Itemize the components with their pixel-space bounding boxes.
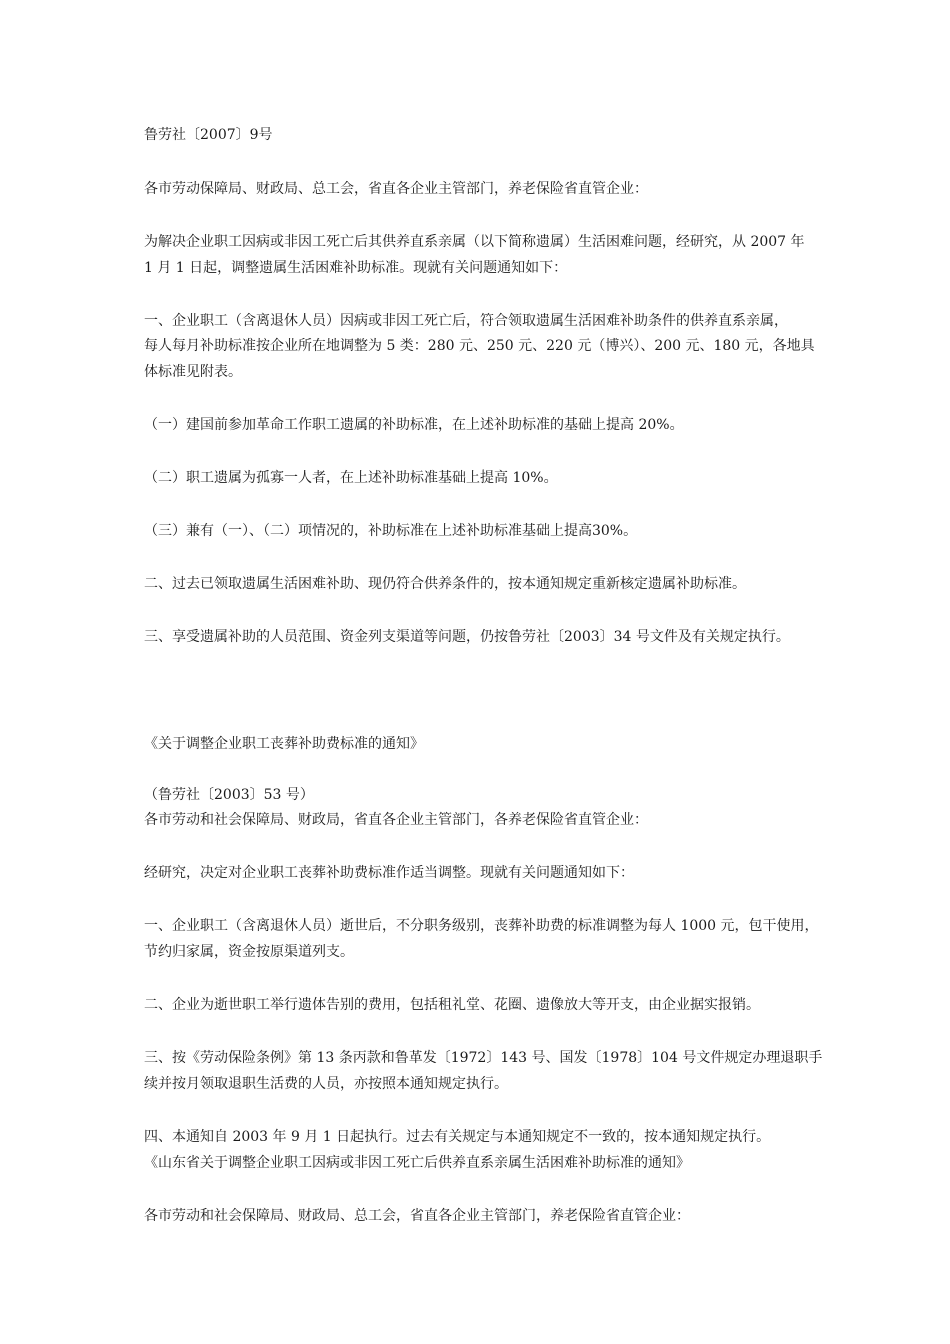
notice2-item4: 四、本通知自 2003 年 9 月 1 日起执行。过去有关规定与本通知规定不一致的，按本通知规定执行。	[144, 1129, 771, 1145]
notice2-item3-line-1: 三、按《劳动保险条例》第 13 条丙款和鲁革发〔1972〕143 号、国发〔1978〕104 号文件规定办理退职手	[144, 1050, 823, 1066]
notice2-doc-number: （鲁劳社〔2003〕53 号）	[144, 787, 314, 803]
notice3-addressee: 各市劳动和社会保障局、财政局、总工会，省直各企业主管部门，养老保险省直管企业：	[144, 1208, 690, 1224]
notice2-item1-line-1: 一、企业职工（含离退休人员）逝世后，不分职务级别，丧葬补助费的标准调整为每人 1000 元，包干使用，	[144, 918, 819, 934]
item1-line-3: 体标准见附表。	[144, 364, 242, 380]
notice2-item1-line-2: 节约归家属，资金按原渠道列支。	[144, 944, 354, 960]
notice2-item2: 二、企业为逝世职工举行遗体告别的费用，包括租礼堂、花圈、遗像放大等开支，由企业据实报销。	[144, 997, 760, 1013]
notice2-intro: 经研究，决定对企业职工丧葬补助费标准作适当调整。现就有关问题通知如下：	[144, 865, 634, 881]
intro-line-2: 1 月 1 日起，调整遗属生活困难补助标准。现就有关问题通知如下：	[144, 260, 568, 276]
notice2-addressee: 各市劳动和社会保障局、财政局，省直各企业主管部门，各养老保险省直管企业：	[144, 812, 648, 828]
sub-item-1: （一）建国前参加革命工作职工遗属的补助标准，在上述补助标准的基础上提高 20%。	[144, 417, 684, 433]
notice2-title: 《关于调整企业职工丧葬补助费标准的通知》	[144, 736, 424, 752]
sub-item-2: （二）职工遗属为孤寡一人者，在上述补助标准基础上提高 10%。	[144, 470, 558, 486]
notice3-title: 《山东省关于调整企业职工因病或非因工死亡后供养直系亲属生活困难补助标准的通知》	[144, 1155, 690, 1171]
document-number: 鲁劳社〔2007〕9号	[144, 127, 273, 143]
item3-paragraph: 三、享受遗属补助的人员范围、资金列支渠道等问题，仍按鲁劳社〔2003〕34 号文件及有关规定执行。	[144, 629, 790, 645]
item2-paragraph: 二、过去已领取遗属生活困难补助、现仍符合供养条件的，按本通知规定重新核定遗属补助标准。	[144, 576, 746, 592]
sub-item-3: （三）兼有（一）、（二）项情况的，补助标准在上述补助标准基础上提高30%。	[144, 523, 638, 539]
notice2-item3-line-2: 续并按月领取退职生活费的人员，亦按照本通知规定执行。	[144, 1076, 508, 1092]
item1-line-2: 每人每月补助标准按企业所在地调整为 5 类：280 元、250 元、220 元（博兴）、200 元、180 元，各地具	[144, 338, 815, 354]
addressee-line: 各市劳动保障局、财政局、总工会，省直各企业主管部门，养老保险省直管企业：	[144, 181, 648, 197]
item1-line-1: 一、企业职工（含离退休人员）因病或非因工死亡后，符合领取遗属生活困难补助条件的供养直系亲属，	[144, 313, 788, 329]
intro-line-1: 为解决企业职工因病或非因工死亡后其供养直系亲属（以下简称遗属）生活困难问题，经研究，从 2007 年	[144, 234, 805, 250]
